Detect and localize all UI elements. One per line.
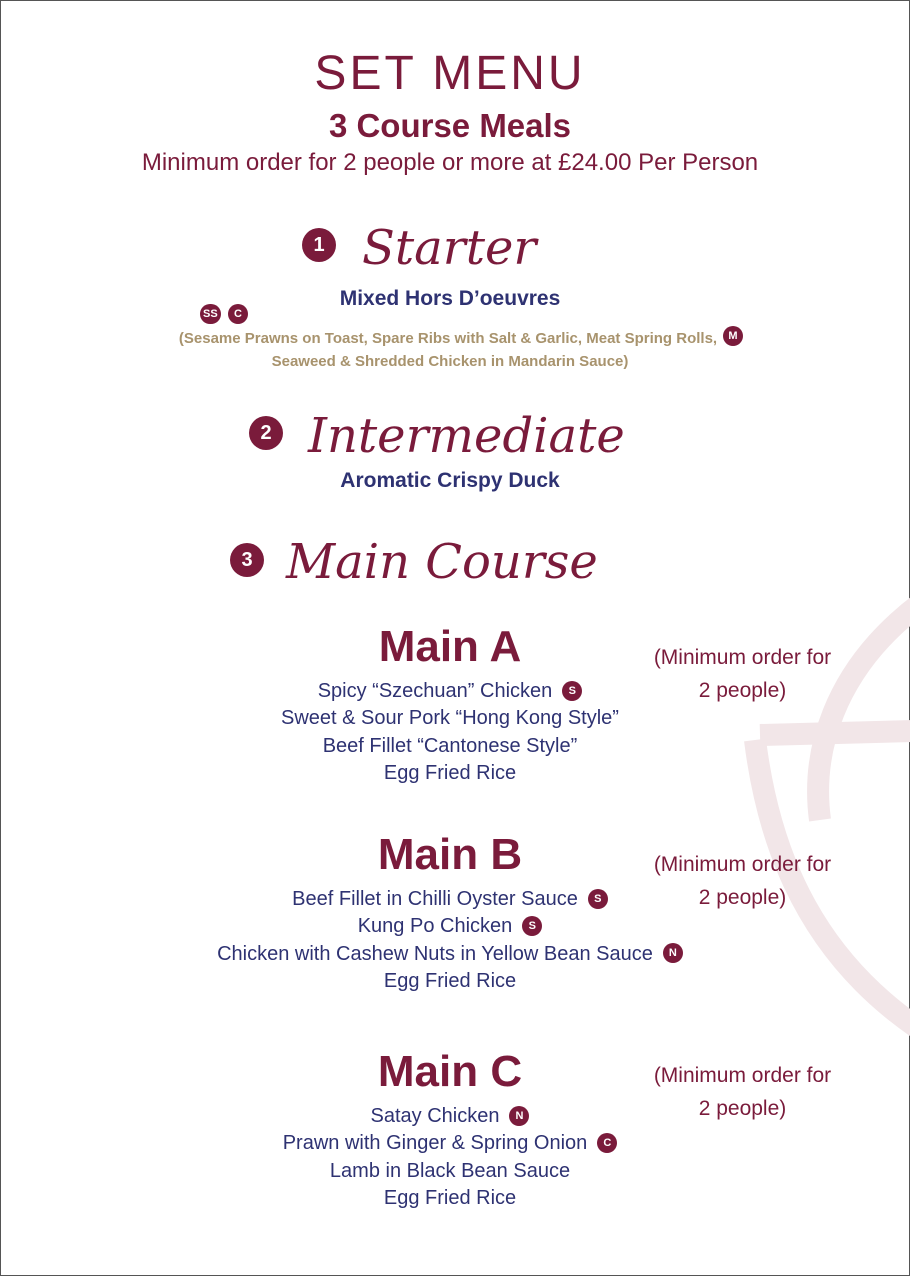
allergen-badge-c: C [228,304,248,324]
course-number-2: 2 [249,416,283,450]
allergen-badge-s: S [562,681,582,701]
main-a-items [0,678,900,787]
allergen-badge-s: S [522,916,542,936]
page-title: SET MENU [314,47,586,100]
course-heading-intermediate: Intermediate [308,408,625,464]
allergen-badge-ss: SS [200,304,221,324]
course-number-1: 1 [302,228,336,262]
page-subtitle: 3 Course Meals [328,107,572,144]
allergen-badge-n: N [663,943,683,963]
starter-description-line2: Seaweed & Shredded Chicken in Mandarin Sauce) [271,353,629,370]
main-c-minimum: (Minimum order for 2 people) [653,1064,832,1120]
starter-dish: Mixed Hors D’oeuvres [339,287,561,310]
main-b-title: Main B [377,830,523,879]
menu-item: Sweet & Sour Pork “Hong Kong Style” [281,707,619,730]
main-b-minimum: (Minimum order for 2 people) [653,853,832,909]
menu-item: Beef Fillet “Cantonese Style” [322,734,578,757]
main-c-title: Main C [377,1047,523,1096]
menu-item: Satay Chicken N [0,1103,900,1130]
intermediate-dish: Aromatic Crispy Duck [340,469,560,492]
allergen-badge-n: N [509,1106,529,1126]
price-note: Minimum order for 2 people or more at £24.00 Per Person [141,149,759,176]
menu-item: Prawn with Ginger & Spring Onion C [0,1130,900,1157]
allergen-badge-m: M [723,326,743,346]
starter-description-line1: (Sesame Prawns on Toast, Spare Ribs with Salt & Garlic, Meat Spring Rolls, [178,330,718,347]
menu-item: Beef Fillet in Chilli Oyster Sauce S [0,886,900,913]
main-a-title: Main A [378,622,522,671]
main-c-items [0,1103,900,1212]
menu-item: Chicken with Cashew Nuts in Yellow Bean Sauce N [0,941,900,968]
menu-item: Kung Po Chicken S [0,913,900,940]
menu-item: Egg Fried Rice [383,1186,517,1209]
main-a-minimum: (Minimum order for 2 people) [653,646,832,702]
menu-item: Egg Fried Rice [383,969,517,992]
menu-item: Spicy “Szechuan” Chicken S [0,678,900,705]
course-heading-starter: Starter [362,220,537,276]
allergen-badge-s: S [588,889,608,909]
course-number-3: 3 [230,543,264,577]
main-b-items [0,886,900,995]
allergen-badge-c: C [597,1133,617,1153]
menu-item: Egg Fried Rice [383,761,517,784]
menu-item: Lamb in Black Bean Sauce [329,1159,571,1182]
course-heading-main-course: Main Course [286,534,598,590]
